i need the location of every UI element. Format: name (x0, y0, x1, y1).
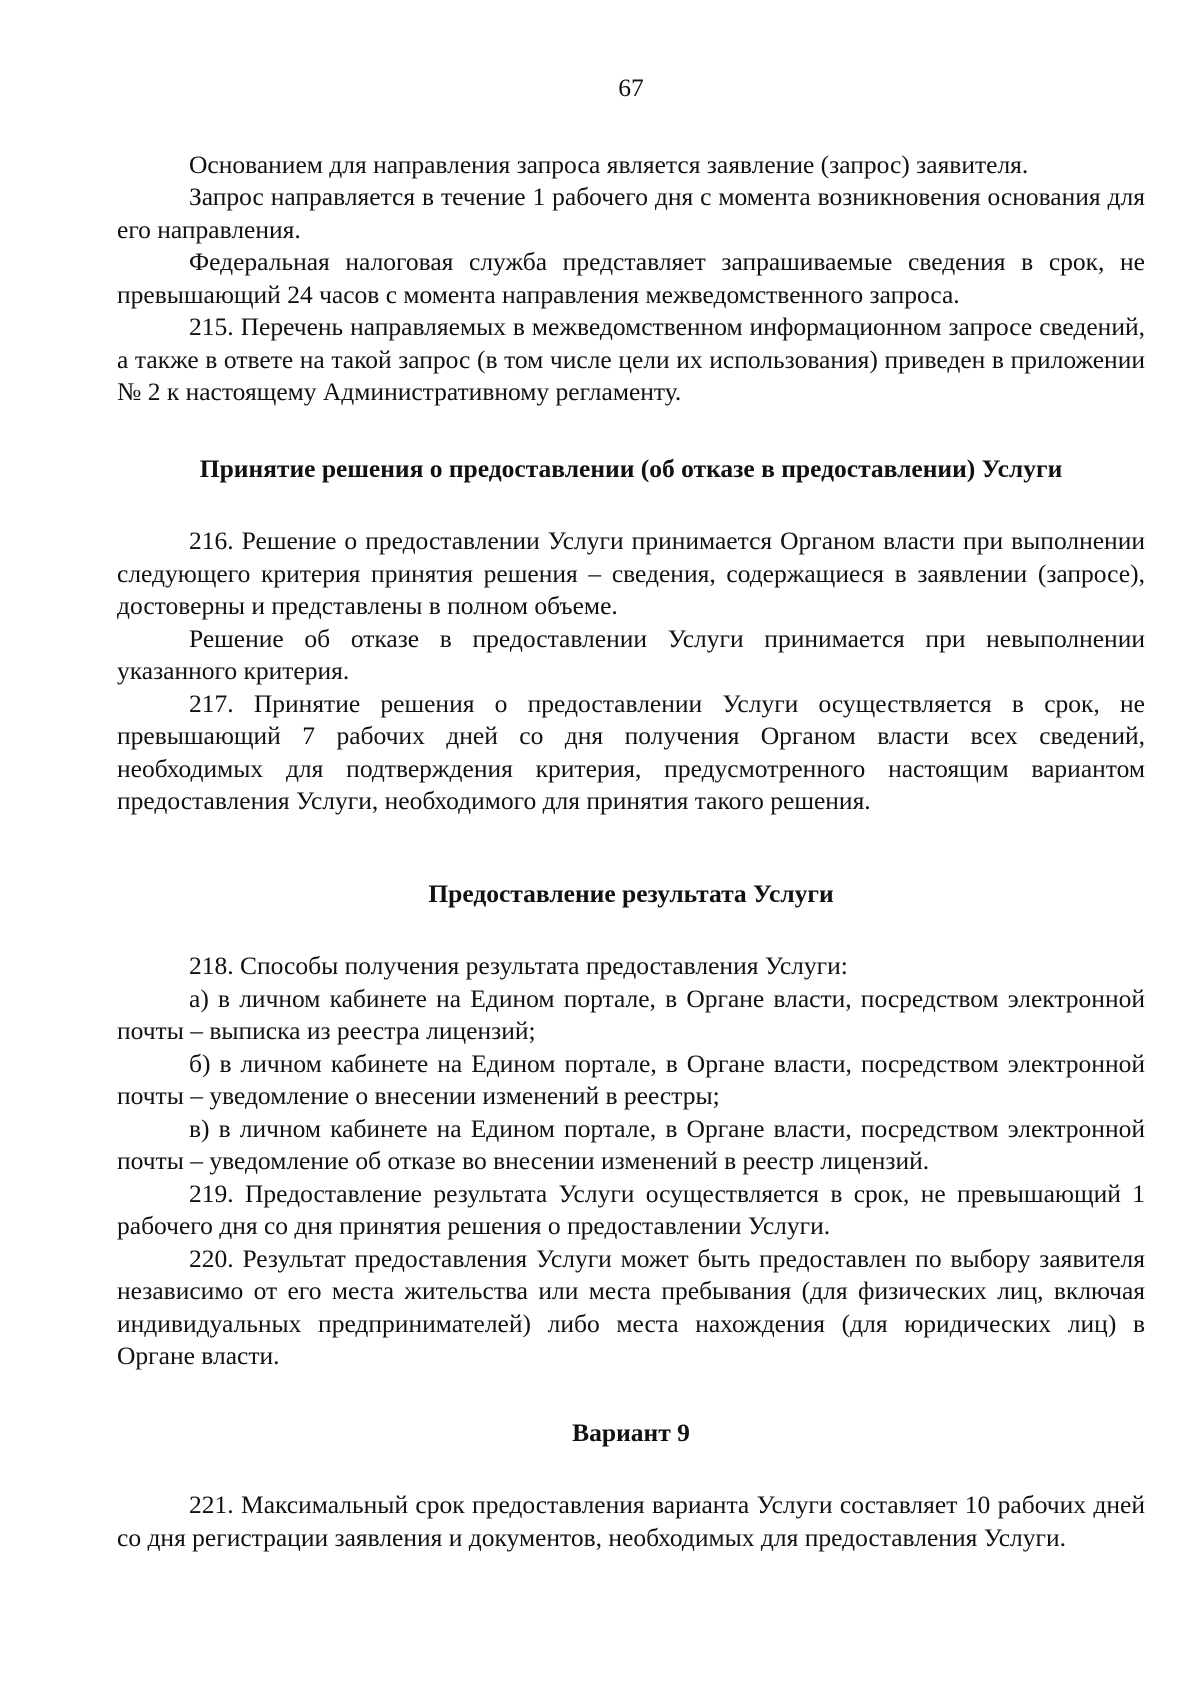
paragraph-218-a: а) в личном кабинете на Едином портале, в Органе власти, посредством электронной почты – выписка из реестра лицензий; (117, 983, 1145, 1045)
section-heading-decision: Принятие решения о предоставлении (об отказе в предоставлении) Услуги (199, 453, 1063, 483)
paragraph-request-timing: Запрос направляется в течение 1 рабочего дня с момента возникновения основания для его направления. (117, 182, 1145, 244)
paragraph-216: 216. Решение о предоставлении Услуги принимается Органом власти при выполнении следующего критерия принятия решения – сведения, содержащиеся в заявлении (запросе), достоверны и представлены в полном объеме. (117, 526, 1145, 620)
paragraph-basis: Основанием для направления запроса является заявление (запрос) заявителя. (189, 149, 1029, 179)
paragraph-tax-service: Федеральная налоговая служба представляет запрашиваемые сведения в срок, не превышающий 24 часов с момента направления межведомственного запроса. (117, 247, 1145, 309)
paragraph-220: 220. Результат предоставления Услуги может быть предоставлен по выбору заявителя независимо от его места жительства или места пребывания (для физических лиц, включая индивидуальных предпринимателей) либо места нахождения (для юридических лиц) в Органе власти. (117, 1243, 1145, 1370)
paragraph-218-b: б) в личном кабинете на Едином портале, в Органе власти, посредством электронной почты – уведомление о внесении изменений в реестры; (117, 1048, 1145, 1110)
page-number: 67 (618, 73, 644, 102)
paragraph-215: 215. Перечень направляемых в межведомственном информационном запросе сведений, а также в ответе на такой запрос (в том числе цели их использования) приведен в приложении № 2 к настоящему Административному регламенту. (117, 312, 1145, 406)
section-heading-result: Предоставление результата Услуги (428, 878, 834, 908)
paragraph-221: 221. Максимальный срок предоставления варианта Услуги составляет 10 рабочих дней со дня регистрации заявления и документов, необходимых для предоставления Услуги. (117, 1490, 1145, 1552)
paragraph-218: 218. Способы получения результата предоставления Услуги: (189, 951, 848, 980)
paragraph-219: 219. Предоставление результата Услуги осуществляется в срок, не превышающий 1 рабочего дня со дня принятия решения о предоставлении Услуги. (117, 1178, 1145, 1240)
section-heading-variant-9: Вариант 9 (572, 1417, 690, 1447)
paragraph-217: 217. Принятие решения о предоставлении Услуги осуществляется в срок, не превышающий 7 рабочих дней со дня получения Органом власти всех сведений, необходимых для подтверждения критерия, предусмотренного настоящим вариантом предоставления Услуги, необходимого для принятия такого решения. (117, 688, 1145, 815)
paragraph-refusal: Решение об отказе в предоставлении Услуги принимается при невыполнении указанного критерия. (117, 623, 1145, 685)
paragraph-218-v: в) в личном кабинете на Едином портале, в Органе власти, посредством электронной почты – уведомление об отказе во внесении изменений в реестр лицензий. (117, 1113, 1145, 1175)
